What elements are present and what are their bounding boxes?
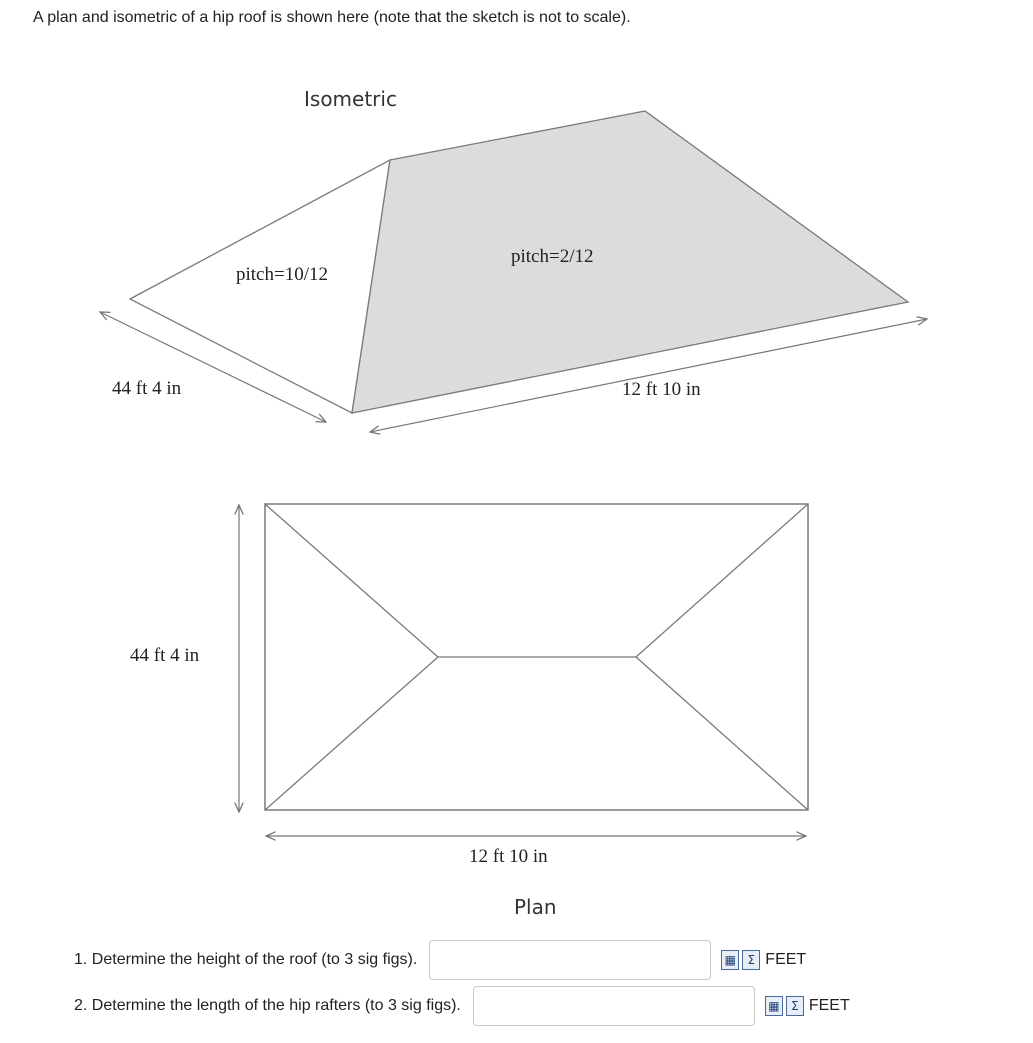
question-2-unit: FEET [808,997,850,1014]
isometric-hip-end-face [130,160,390,413]
isometric-title: Isometric [304,87,397,111]
isometric-main-roof-face [352,111,908,413]
problem-statement: A plan and isometric of a hip roof is shown here (note that the sketch is not to scale). [33,9,631,26]
question-2 [74,986,850,1026]
plan-dimension-vertical-label: 44 ft 4 in [130,645,200,666]
question-1-tools [721,950,763,970]
isometric-pitch-left-label: pitch=10/12 [236,264,328,285]
preview-icon[interactable]: ▦ [721,950,739,970]
isometric-dimension-right-label: 12 ft 10 in [622,379,701,400]
question-2-tools [765,996,807,1016]
preview-icon[interactable]: ▦ [765,996,783,1016]
question-1-answer-input[interactable] [429,940,711,980]
plan-title: Plan [514,895,557,919]
question-1-text: 1. Determine the height of the roof (to 3 sig figs). [74,951,418,968]
question-1-unit: FEET [765,951,807,968]
isometric-dimension-left-label: 44 ft 4 in [112,378,182,399]
equation-editor-icon[interactable]: Σ [742,950,760,970]
equation-editor-icon[interactable]: Σ [786,996,804,1016]
question-2-answer-input[interactable] [473,986,755,1026]
plan-dimension-horizontal-label: 12 ft 10 in [469,846,548,867]
question-1 [74,940,806,980]
question-2-text: 2. Determine the length of the hip rafters (to 3 sig figs). [74,997,461,1014]
isometric-pitch-right-label: pitch=2/12 [511,246,594,267]
